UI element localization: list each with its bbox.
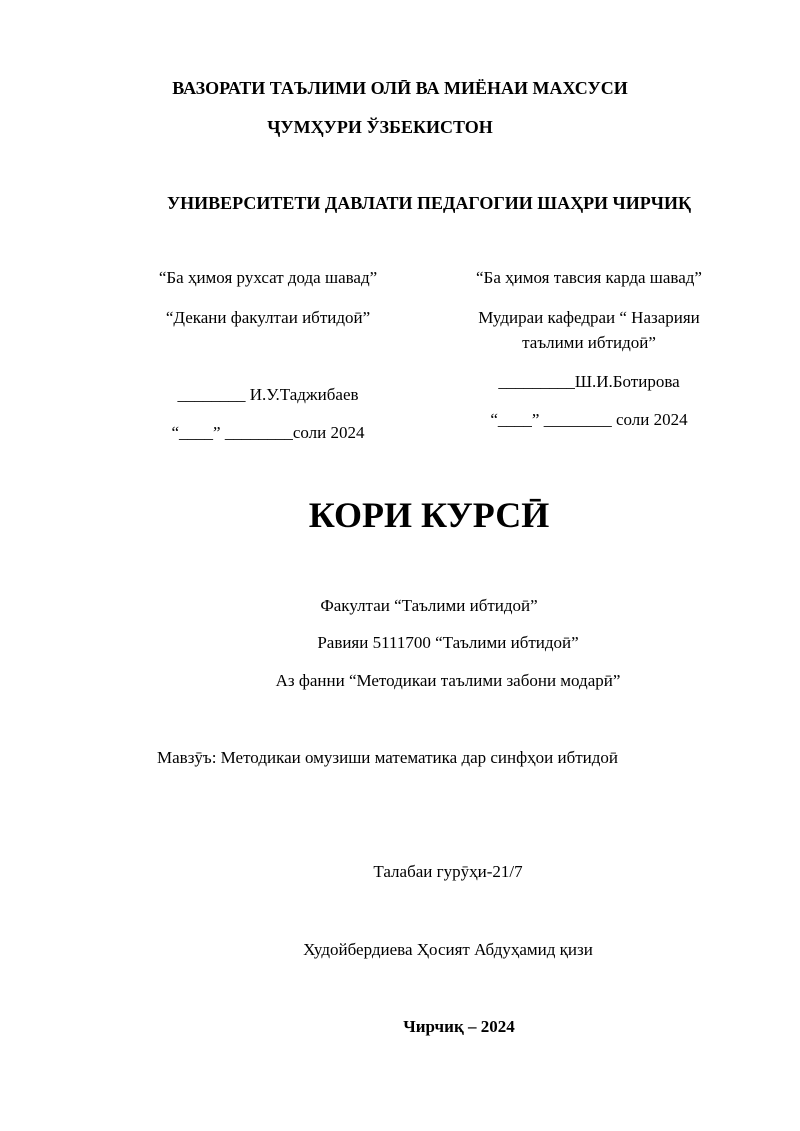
approval-right-line-1: “Ба ҳимоя тавсия карда шавад” bbox=[476, 268, 702, 287]
approval-right-line-2: Мудираи кафедраи “ Назарияи bbox=[478, 308, 700, 327]
ministry-line-1: ВАЗОРАТИ ТАЪЛИМИ ОЛӢ ВА МИЁНАИ МАХСУСИ bbox=[172, 78, 628, 98]
student-name: Худойбердиева Ҳосият Абдуҳамид қизи bbox=[303, 940, 593, 959]
university-name: УНИВЕРСИТЕТИ ДАВЛАТИ ПЕДАГОГИИ ШАҲРИ ЧИРЧИҚ bbox=[166, 193, 692, 213]
city-year: Чирчиқ – 2024 bbox=[403, 1017, 515, 1036]
approval-left-date: “____” ________соли 2024 bbox=[171, 423, 365, 442]
approval-right-line-3: таълими ибтидоӣ” bbox=[522, 333, 656, 352]
subject-line: Аз фанни “Методикаи таълими забони модарӣ” bbox=[275, 671, 621, 690]
student-group: Талабаи гурӯҳи-21/7 bbox=[373, 862, 523, 881]
approval-left-line-2: “Декани факултаи ибтидоӣ” bbox=[165, 308, 371, 327]
approval-right-date: “____” ________ соли 2024 bbox=[490, 410, 688, 429]
topic-line: Мавзӯъ: Методикаи омузиши математика дар синфҳои ибтидоӣ bbox=[157, 748, 619, 767]
specialty-line: Равияи 5111700 “Таълими ибтидоӣ” bbox=[317, 633, 579, 652]
document-title: КОРИ КУРСӢ bbox=[308, 495, 550, 535]
faculty-line: Факултаи “Таълими ибтидоӣ” bbox=[320, 596, 538, 615]
ministry-line-2: ҶУМҲУРИ ЎЗБЕКИСТОН bbox=[267, 117, 493, 137]
approval-left-signature: ________ И.У.Таджибаев bbox=[177, 385, 359, 404]
approval-right-signature: _________Ш.И.Ботирова bbox=[498, 372, 680, 391]
approval-left-line-1: “Ба ҳимоя рухсат дода шавад” bbox=[158, 268, 378, 287]
